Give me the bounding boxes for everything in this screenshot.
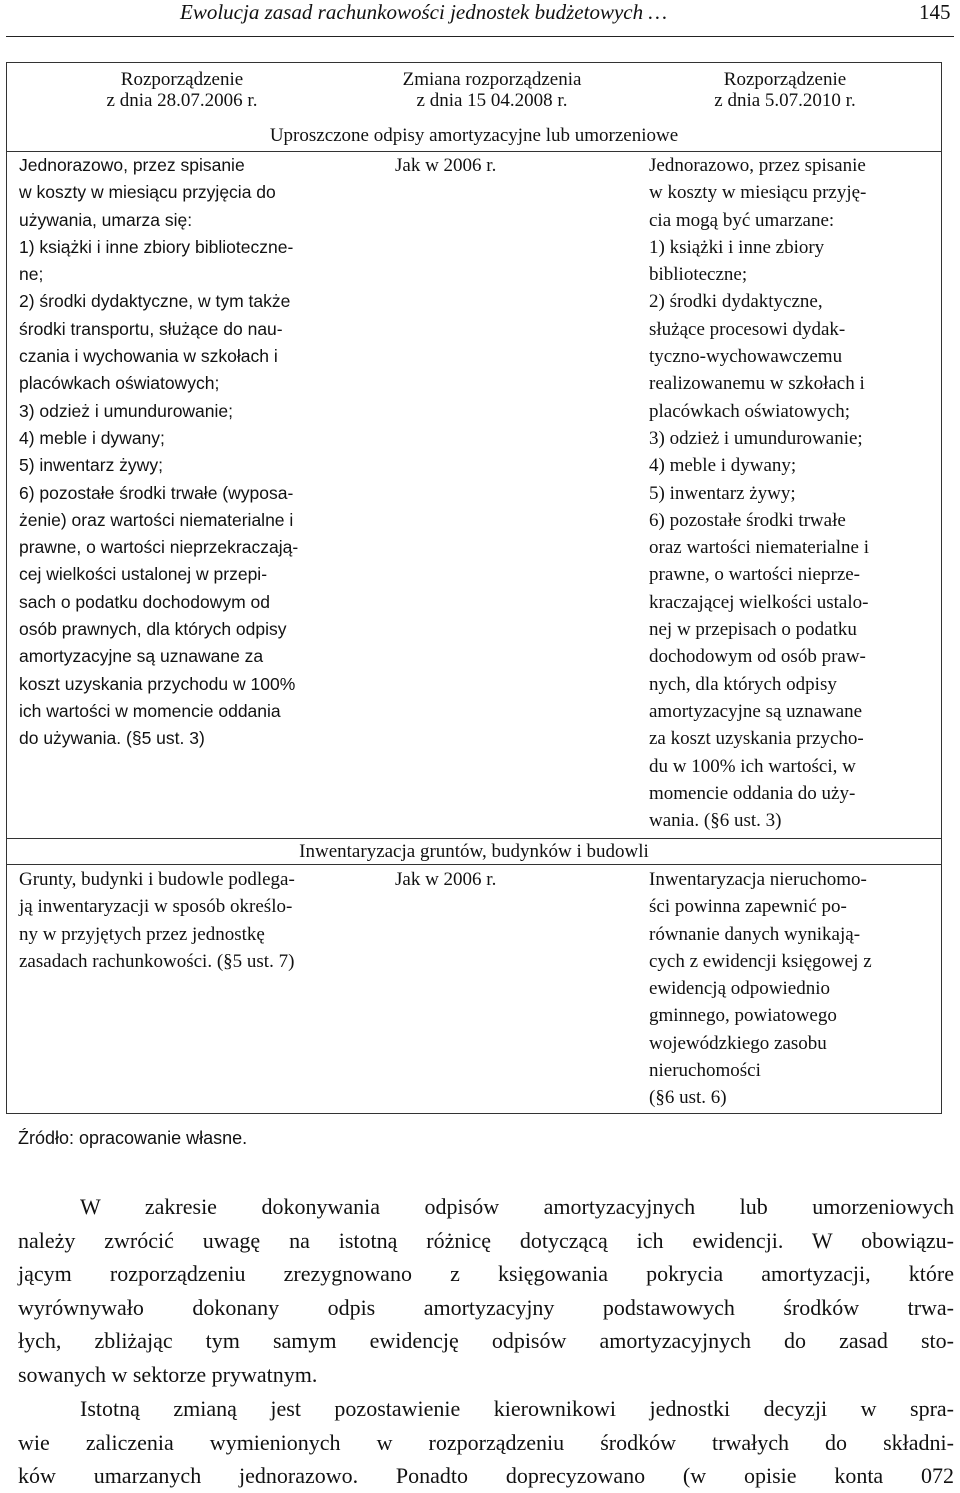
cell-line: nych, dla których odpisy	[649, 673, 837, 695]
paragraph-line: sowanych w sektorze prywatnym.	[18, 1361, 318, 1387]
cell-line: prawne, o wartości nieprze-	[649, 564, 861, 586]
cell-line: oraz wartości niematerialne i	[649, 537, 869, 559]
cell-line: ści powinna zapewnić po-	[649, 896, 847, 918]
cell-line: placówkach oświatowych;	[649, 400, 851, 422]
page-number: 145	[919, 0, 951, 24]
body-paragraph-2	[18, 1392, 954, 1493]
cell-2008-inventory	[395, 866, 496, 893]
cell-line: używania, umarza się:	[19, 209, 193, 230]
paragraph-line: wie zaliczenia wymienionych w rozporządzeniu środków trwałych do składni-	[18, 1429, 954, 1455]
cell-line: osób prawnych, dla których odpisy	[19, 619, 287, 640]
section-title-inventory: Inwentaryzacja gruntów, budynków i budowli	[299, 841, 649, 862]
paragraph-line: należy zwrócić uwagę na istotną różnicę dotyczącą ich ewidencji. W obowiązu-	[18, 1227, 954, 1253]
column-header-2008: Zmiana rozporządzenia z dnia 15 04.2008 r.	[402, 69, 582, 111]
section-title-depreciation: Uproszczone odpisy amortyzacyjne lub umorzeniowe	[269, 125, 679, 146]
page-header	[0, 0, 960, 40]
cell-2008-depreciation	[395, 152, 496, 179]
column-header-2006: Rozporządzenie z dnia 28.07.2006 r.	[106, 69, 258, 111]
cell-line: czania i wychowania w szkołach i	[19, 346, 278, 367]
cell-line: sach o podatku dochodowym od	[19, 591, 270, 612]
cell-line: 3) odzież i umundurowanie;	[19, 400, 234, 421]
cell-line: w koszty w miesiącu przyjęcia do	[19, 182, 276, 203]
cell-line: amortyzacyjne są uznawane	[649, 700, 863, 722]
cell-line: koszt uzyskania przychodu w 100%	[19, 673, 296, 694]
cell-line: cej wielkości ustalonej w przepi-	[19, 564, 268, 585]
column-header-2010: Rozporządzenie z dnia 5.07.2010 r.	[714, 69, 856, 111]
cell-line: gminnego, powiatowego	[649, 1005, 837, 1027]
cell-line: momencie oddania do uży-	[649, 782, 856, 804]
cell-line: 5) inwentarz żywy;	[649, 482, 796, 504]
cell-line: nej w przepisach o podatku	[649, 619, 857, 641]
paragraph-line: Istotną zmianą jest pozostawienie kierownikowi jednostki decyzji w spra-	[80, 1396, 954, 1421]
header-rule	[6, 36, 954, 37]
cell-line: (§6 ust. 6)	[649, 1087, 727, 1109]
paragraph-line: jącym rozporządzeniu zrezygnowano z księgowania pokrycia amortyzacji, które	[18, 1261, 954, 1287]
cell-line: 5) inwentarz żywy;	[19, 455, 163, 476]
cell-line: realizowanemu w szkołach i	[649, 373, 865, 395]
cell-line: wania. (§6 ust. 3)	[649, 810, 782, 832]
cell-2006-inventory	[19, 866, 295, 975]
cell-line: cych z ewidencji księgowej z	[649, 950, 872, 972]
cell-line: amortyzacyjne są uznawane za	[19, 646, 264, 667]
cell-line: nieruchomości	[649, 1060, 761, 1082]
cell-line: kraczającej wielkości ustalo-	[649, 591, 869, 613]
cell-line: 3) odzież i umundurowanie;	[649, 427, 863, 449]
row-divider	[7, 864, 941, 865]
cell-line: cia mogą być umarzane:	[649, 209, 835, 231]
cell-line: zasadach rachunkowości. (§5 ust. 7)	[19, 950, 295, 972]
cell-2010-depreciation	[649, 152, 869, 834]
running-title: Ewolucja zasad rachunkowości jednostek budżetowych …	[180, 0, 668, 24]
cell-line: 4) meble i dywany;	[649, 455, 797, 477]
paragraph-line: ków umarzanych jednorazowo. Ponadto doprecyzowano (w opisie konta 072	[18, 1463, 954, 1489]
cell-line: ich wartości w momencie oddania	[19, 700, 281, 721]
paragraph-line: łych, zbliżając tym samym ewidencję odpisów amortyzacyjnych do zasad sto-	[18, 1328, 954, 1354]
cell-line: 2) środki dydaktyczne,	[649, 291, 823, 313]
cell-line: prawne, o wartości nieprzekraczają-	[19, 537, 299, 558]
cell-line: ją inwentaryzacji w sposób określo-	[19, 896, 293, 918]
cell-line: środki transportu, służące do nau-	[19, 318, 283, 339]
cell-line: służące procesowi dydak-	[649, 318, 846, 340]
cell-line: ny w przyjętych przez jednostkę	[19, 923, 265, 945]
cell-line: 1) książki i inne zbiory	[649, 236, 825, 258]
cell-line: za koszt uzyskania przycho-	[649, 728, 864, 750]
cell-line: 2) środki dydaktyczne, w tym także	[19, 291, 291, 312]
cell-line: du w 100% ich wartości, w	[649, 755, 856, 777]
cell-line: równanie danych wynikają-	[649, 923, 861, 945]
cell-line: Inwentaryzacja nieruchomo-	[649, 869, 867, 890]
cell-line: Jednorazowo, przez spisanie	[649, 155, 866, 176]
row-divider	[7, 838, 941, 839]
cell-line: Grunty, budynki i budowle podlega-	[19, 869, 295, 890]
cell-line: biblioteczne;	[649, 264, 748, 286]
cell-line: dochodowym od osób praw-	[649, 646, 866, 668]
cell-line: Jak w 2006 r.	[395, 869, 497, 890]
paragraph-line: W zakresie dokonywania odpisów amortyzacyjnych lub umorzeniowych	[80, 1194, 954, 1219]
paragraph-line: wyrównywało dokonany odpis amortyzacyjny podstawowych środków trwa-	[18, 1294, 954, 1320]
cell-line: w koszty w miesiącu przyję-	[649, 182, 867, 204]
cell-line: 4) meble i dywany;	[19, 427, 165, 448]
cell-2010-inventory	[649, 866, 872, 1112]
cell-line: Jak w 2006 r.	[395, 155, 497, 176]
cell-line: Jednorazowo, przez spisanie	[19, 155, 245, 175]
cell-line: 1) książki i inne zbiory biblioteczne-	[19, 236, 294, 257]
cell-line: do używania. (§5 ust. 3)	[19, 728, 205, 749]
cell-line: ewidencją odpowiednio	[649, 978, 830, 1000]
cell-line: 6) pozostałe środki trwałe	[649, 509, 846, 531]
comparison-table	[6, 62, 942, 1114]
cell-line: ne;	[19, 264, 44, 285]
cell-line: placówkach oświatowych;	[19, 373, 220, 394]
cell-line: 6) pozostałe środki trwałe (wyposa-	[19, 482, 294, 503]
cell-line: tyczno-wychowawczemu	[649, 346, 843, 368]
table-source-note: Źródło: opracowanie własne.	[18, 1128, 248, 1148]
body-paragraph-1	[18, 1190, 954, 1392]
cell-line: wojewódzkiego zasobu	[649, 1032, 827, 1054]
cell-line: żenie) oraz wartości niematerialne i	[19, 509, 294, 530]
cell-2006-depreciation	[19, 152, 298, 753]
